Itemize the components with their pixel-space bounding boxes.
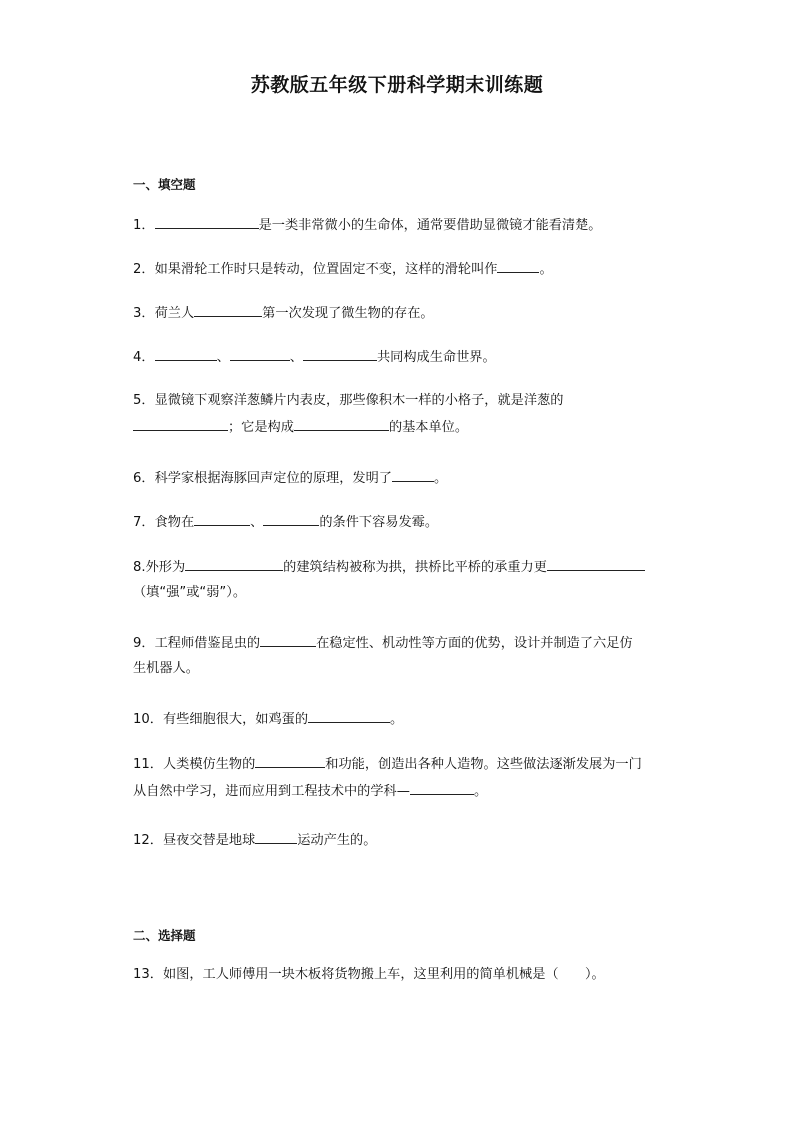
- separator: 、: [250, 515, 264, 530]
- question-text: 是一类非常微小的生命体，通常要借助显微镜才能看清楚。: [258, 218, 602, 233]
- answer-blank[interactable]: [497, 259, 539, 273]
- answer-blank[interactable]: [308, 709, 390, 723]
- question-text: 生机器人。: [133, 661, 199, 676]
- section-heading-fill-in: 一、填空题: [133, 177, 196, 192]
- answer-blank[interactable]: [294, 417, 389, 431]
- question-text: ；它是构成: [228, 420, 294, 435]
- question-text: 第一次发现了微生物的存在。: [262, 306, 434, 321]
- question-text: 8.外形为: [133, 560, 186, 575]
- question-text: 13．如图，工人师傅用一块木板将货物搬上车，这里利用的简单机械是（ ）。: [133, 967, 605, 982]
- question-2: [133, 259, 673, 279]
- question-text: 。: [473, 784, 488, 799]
- question-text: 11．人类模仿生物的: [133, 757, 256, 772]
- answer-blank[interactable]: [303, 347, 377, 361]
- question-text: 。: [433, 471, 448, 486]
- question-text: 从自然中学习，进而应用到工程技术中的学科—: [133, 784, 410, 799]
- answer-blank[interactable]: [155, 215, 259, 229]
- question-text: 的条件下容易发霉。: [319, 515, 439, 530]
- answer-blank[interactable]: [263, 512, 319, 526]
- question-text: 9．工程师借鉴昆虫的: [133, 636, 261, 651]
- question-text: 10．有些细胞很大，如鸡蛋的: [133, 712, 309, 727]
- question-11: [133, 754, 673, 801]
- section-heading-multiple-choice: 二、选择题: [133, 928, 196, 943]
- question-6: [133, 468, 673, 488]
- question-12: [133, 830, 673, 850]
- question-text: 运动产生的。: [297, 833, 377, 848]
- answer-blank[interactable]: [255, 754, 325, 768]
- answer-blank[interactable]: [194, 512, 250, 526]
- answer-blank[interactable]: [260, 633, 316, 647]
- question-text: 在稳定性、机动性等方面的优势，设计并制造了六足仿: [316, 636, 633, 651]
- question-8: [133, 557, 673, 602]
- answer-blank[interactable]: [392, 468, 434, 482]
- answer-blank[interactable]: [547, 557, 645, 571]
- question-text: 7．食物在: [133, 515, 195, 530]
- answer-blank[interactable]: [133, 417, 228, 431]
- question-text: 12．昼夜交替是地球: [133, 833, 256, 848]
- question-13: [133, 966, 673, 984]
- question-text: 的建筑结构被称为拱，拱桥比平桥的承重力更: [283, 560, 547, 575]
- question-10: [133, 709, 673, 729]
- answer-blank[interactable]: [255, 830, 297, 844]
- question-text: 5．显微镜下观察洋葱鳞片内表皮，那些像积木一样的小格子，就是洋葱的: [133, 393, 564, 408]
- answer-blank[interactable]: [230, 347, 290, 361]
- question-text: 。: [539, 262, 553, 277]
- question-5: [133, 392, 673, 437]
- answer-blank[interactable]: [185, 557, 283, 571]
- question-text: 的基本单位。: [388, 420, 469, 435]
- question-text: 4．: [133, 350, 155, 365]
- answer-blank[interactable]: [410, 781, 474, 795]
- question-9: [133, 633, 673, 678]
- question-text: 和功能，创造出各种人造物。这些做法逐渐发展为一门: [325, 757, 642, 772]
- question-text: 1．: [133, 218, 155, 233]
- separator: 、: [216, 350, 230, 365]
- question-4: [133, 347, 673, 367]
- question-7: [133, 512, 673, 532]
- answer-blank[interactable]: [155, 347, 217, 361]
- question-1: [133, 215, 673, 235]
- page-title: 苏教版五年级下册科学期末训练题: [250, 74, 544, 96]
- question-text: 3．荷兰人: [133, 306, 195, 321]
- answer-blank[interactable]: [194, 303, 262, 317]
- question-text: 6．科学家根据海豚回声定位的原理，发明了: [133, 471, 392, 486]
- question-text: （填“强”或“弱”）。: [133, 585, 247, 600]
- question-text: 共同构成生命世界。: [376, 350, 496, 365]
- separator: 、: [289, 350, 303, 365]
- question-text: 。: [390, 712, 404, 727]
- question-text: 2．如果滑轮工作时只是转动，位置固定不变，这样的滑轮叫作: [133, 262, 498, 277]
- question-3: [133, 303, 673, 323]
